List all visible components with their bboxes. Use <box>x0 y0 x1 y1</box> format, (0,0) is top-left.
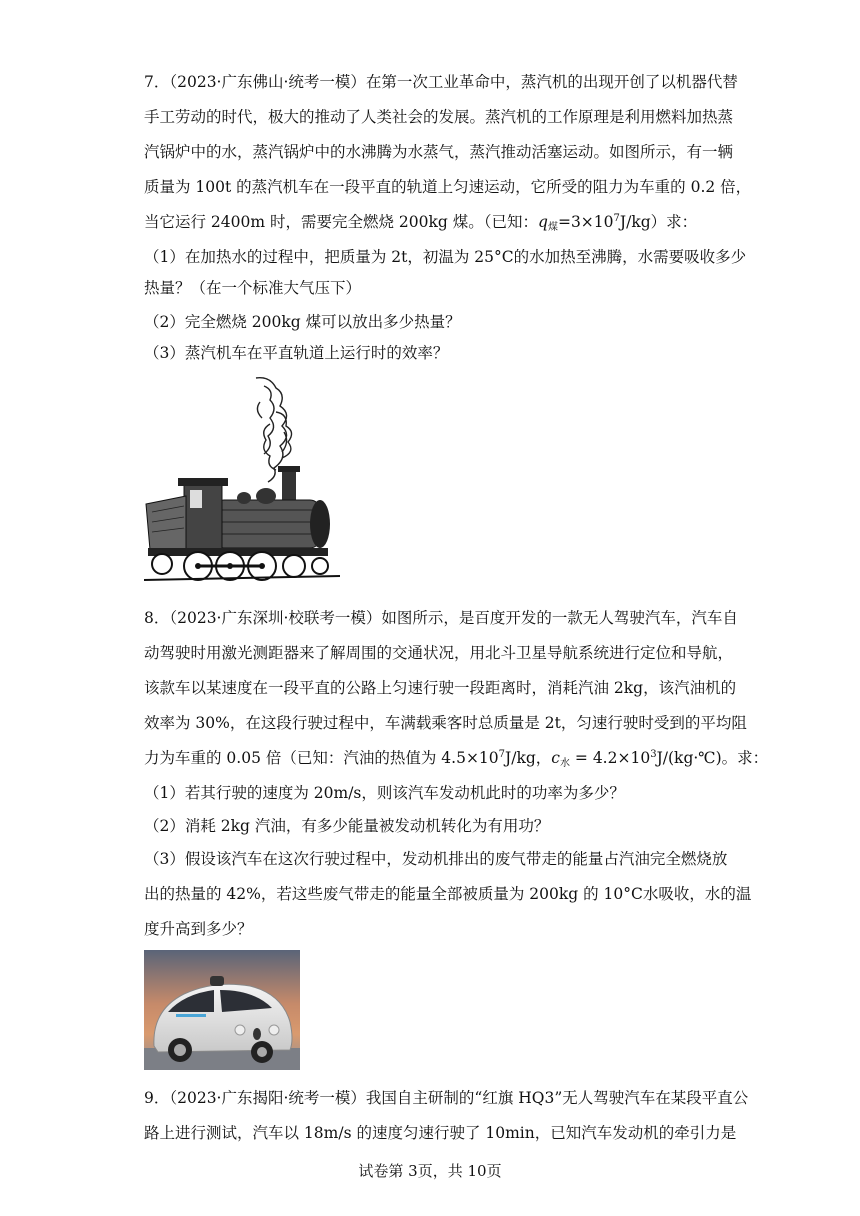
q8-sub3-line-2: 出的热量的 42%，若这些废气带走的能量全部被质量为 200kg 的 10°C水吸收，水的温 <box>144 885 752 903</box>
track <box>144 576 340 580</box>
q7-line-5-text: 当它运行 2400m 时，需要完全燃烧 200kg 煤。（已知： <box>144 213 539 231</box>
tender <box>146 496 186 550</box>
exponent: 7 <box>498 749 506 760</box>
q8-sub3-line-3: 度升高到多少？ <box>144 920 253 938</box>
q7-sub2: （2）完全燃烧 200kg 煤可以放出多少热量？ <box>144 313 461 331</box>
q9-line-1: 9．（2023·广东揭阳·统考一模）我国自主研制的“红旗 HQ3”无人驾驶汽车在某段平直公 <box>144 1089 749 1107</box>
q8-line-5-text: 力为车重的 0.05 倍（已知：汽油的热值为 4.5×10 <box>144 749 499 767</box>
q8-line-3: 该款车以某速度在一段平直的公路上匀速行驶一段距离时，消耗汽油 2kg，该汽油机的 <box>144 679 737 697</box>
c-subscript: 水 <box>559 758 570 769</box>
specific-heat-value: = 4.2×10 <box>569 749 651 767</box>
unit-text: J/(kg·℃)。求： <box>656 749 769 767</box>
q8-line-2: 动驾驶时用激光测距器来了解周围的交通状况，用北斗卫星导航系统进行定位和导航， <box>144 644 734 662</box>
chimney <box>282 470 296 500</box>
c-symbol: c <box>551 749 560 767</box>
q7-line-3: 汽锅炉中的水，蒸汽锅炉中的水沸腾为水蒸气，蒸汽推动活塞运动。如图所示，有一辆 <box>144 143 734 161</box>
boiler <box>214 500 320 548</box>
q9-line-2: 路上进行测试，汽车以 18m/s 的速度匀速行驶了 10min，已知汽车发动机的牵引力是 <box>144 1124 737 1142</box>
front-nose <box>253 1028 261 1040</box>
q7-line-1: 7．（2023·广东佛山·统考一模）在第一次工业革命中，蒸汽机的出现开创了以机器代替 <box>144 73 738 91</box>
unit-text: J/kg， <box>505 749 552 767</box>
q8-sub2: （2）消耗 2kg 汽油，有多少能量被发动机转化为有用功？ <box>144 817 550 835</box>
q7-sub1-line-2: 热量？（在一个标准大气压下） <box>144 279 362 297</box>
q7-sub3: （3）蒸汽机车在平直轨道上运行时的效率？ <box>144 344 449 362</box>
exponent: 7 <box>613 213 620 224</box>
heat-value: =3×10 <box>557 213 614 231</box>
q8-line-4: 效率为 30%，在这段行驶过程中，车满载乘客时总质量是 2t，匀速行驶时受到的平均阻 <box>144 714 747 732</box>
q8-sub3-line-1: （3）假设该汽车在这次行驶过程中，发动机排出的废气带走的能量占汽油完全燃烧放 <box>144 850 728 868</box>
q7-line-4: 质量为 100t 的蒸汽机车在一段平直的轨道上匀速运动，它所受的阻力为车重的 0.2 倍， <box>144 178 752 196</box>
cab <box>184 484 222 550</box>
self-driving-car-photo <box>144 950 300 1070</box>
exponent: 3 <box>650 749 657 760</box>
page-footer: 试卷第 3页，共 10页 <box>358 1162 502 1180</box>
q8-line-1: 8．（2023·广东深圳·校联考一模）如图所示，是百度开发的一款无人驾驶汽车，汽车自 <box>144 609 738 627</box>
q8-line-5 <box>144 748 768 768</box>
lidar-sensor <box>210 976 224 986</box>
q7-line-5 <box>144 212 697 232</box>
unit-text: J/kg）求： <box>619 213 698 231</box>
q-symbol: q <box>538 213 548 231</box>
boiler-front <box>310 500 330 548</box>
q7-line-2: 手工劳动的时代，极大的推动了人类社会的发展。蒸汽机的工作原理是利用燃料加热蒸 <box>144 108 734 126</box>
q8-sub1: （1）若其行驶的速度为 20m/s，则该汽车发动机此时的功率为多少？ <box>144 784 625 802</box>
steam-locomotive-illustration <box>144 372 340 586</box>
q7-sub1-line-1: （1）在加热水的过程中，把质量为 2t，初温为 25°C的水加热至沸腾，水需要吸收多少 <box>144 248 747 266</box>
q-subscript: 煤 <box>547 222 558 233</box>
